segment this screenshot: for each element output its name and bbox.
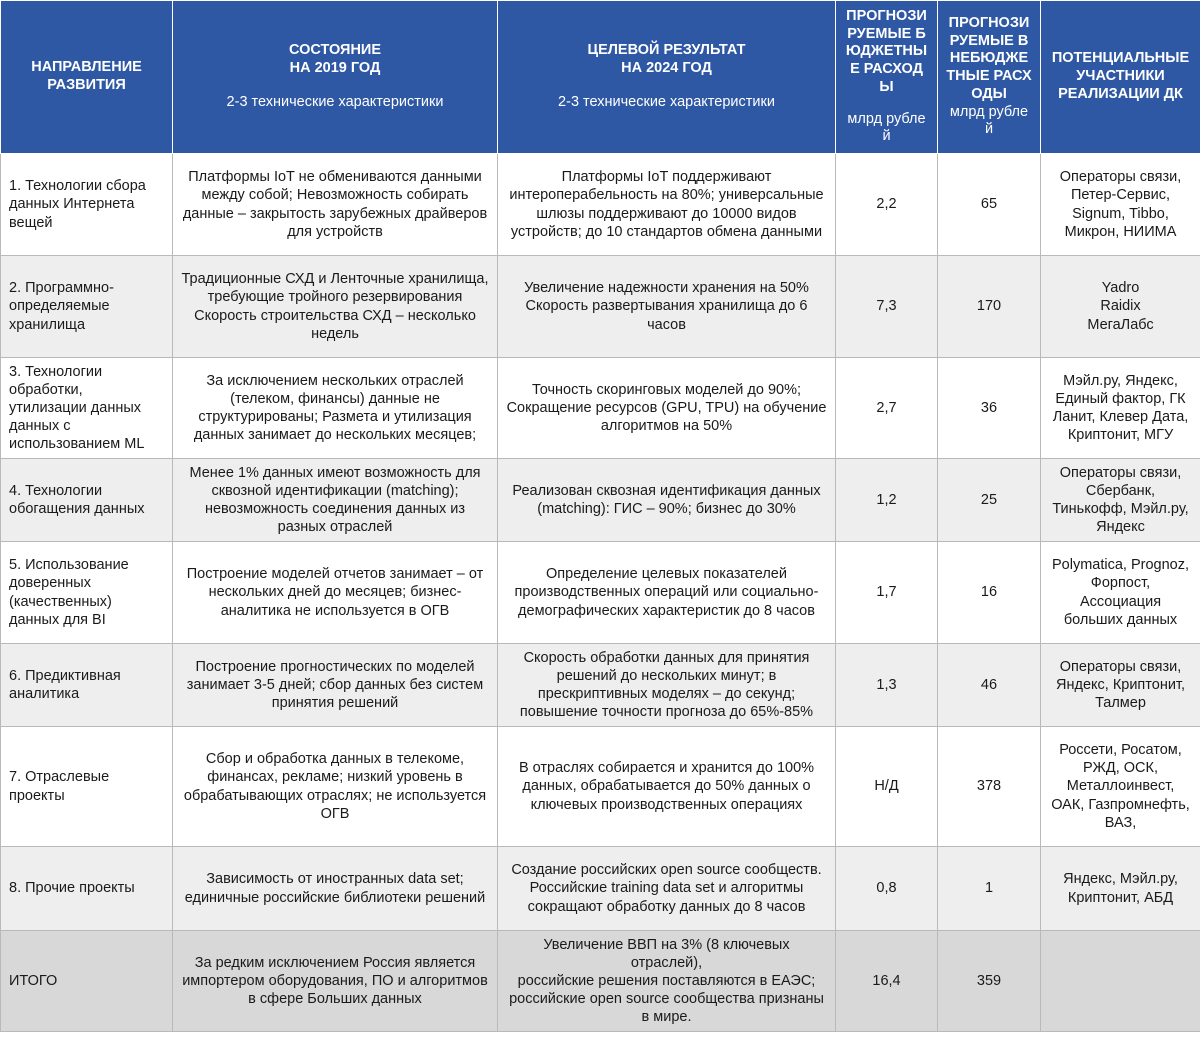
budget-cell: 2,7	[836, 358, 938, 459]
direction-cell: 2. Программно-определяемые хранилища	[1, 256, 173, 358]
offbudget-cell: 65	[938, 154, 1041, 256]
table-row	[1, 542, 1200, 644]
direction-cell: 8. Прочие проекты	[1, 847, 173, 931]
total-label-cell: ИТОГО	[1, 931, 173, 1032]
participants-cell: Россети, Росатом, РЖД, ОСК, Металлоинвест, ОАК, Газпромнефть, ВАЗ,	[1041, 727, 1200, 847]
header-row	[1, 1, 1200, 154]
state-cell: Построение моделей отчетов занимает – от нескольких дней до месяцев; бизнес-аналитика не используется в ОГВ	[173, 542, 498, 644]
direction-cell: 3. Технологии обработки, утилизации данных данных с использованием ML	[1, 358, 173, 459]
total-row	[1, 931, 1200, 1032]
target-cell: Точность скоринговых моделей до 90%; Сокращение ресурсов (GPU, TPU) на обучение алгоритмов на 50%	[498, 358, 836, 459]
table-row	[1, 256, 1200, 358]
state-cell: Зависимость от иностранных data set; единичные российские библиотеки решений	[173, 847, 498, 931]
direction-cell: 1. Технологии сбора данных Интернета вещей	[1, 154, 173, 256]
budget-cell: Н/Д	[836, 727, 938, 847]
header-participants	[1041, 1, 1200, 154]
header-budget	[836, 1, 938, 154]
header-state-subtitle: 2-3 технические характеристики	[226, 93, 444, 110]
table-row	[1, 358, 1200, 459]
participants-cell: Polymatica, Prognoz, Форпост, Ассоциация больших данных	[1041, 542, 1200, 644]
header-budget-title: ПРОГНОЗИРУЕМЫЕ БЮДЖЕТНЫЕ РАСХОДЫ	[845, 8, 928, 95]
total-budget-cell: 16,4	[836, 931, 938, 1032]
total-offbudget-cell: 359	[938, 931, 1041, 1032]
header-offbudget-unit: млрд рублей	[949, 103, 1029, 138]
header-target-subtitle: 2-3 технические характеристики	[558, 93, 775, 110]
header-offbudget	[938, 1, 1041, 154]
table-row	[1, 847, 1200, 931]
budget-cell: 1,3	[836, 644, 938, 727]
target-cell: Увеличение надежности хранения на 50% Скорость развертывания хранилища до 6 часов	[498, 256, 836, 358]
offbudget-cell: 1	[938, 847, 1041, 931]
table-row	[1, 644, 1200, 727]
participants-cell: Мэйл.ру, Яндекс, Единый фактор, ГК Ланит, Клевер Дата, Криптонит, МГУ	[1041, 358, 1200, 459]
header-target	[498, 1, 836, 154]
offbudget-cell: 170	[938, 256, 1041, 358]
header-state-title-2: НА 2019 ГОД	[289, 60, 381, 77]
target-cell: Создание российских open source сообществ. Российские training data set и алгоритмы сокращают обработку данных до 8 часов	[498, 847, 836, 931]
offbudget-cell: 46	[938, 644, 1041, 727]
table-row	[1, 154, 1200, 256]
header-budget-unit: млрд рублей	[847, 110, 926, 145]
header-participants-title: ПОТЕНЦИАЛЬНЫЕ УЧАСТНИКИ РЕАЛИЗАЦИИ ДК	[1051, 50, 1190, 102]
offbudget-cell: 25	[938, 459, 1041, 542]
direction-cell: 4. Технологии обогащения данных	[1, 459, 173, 542]
header-direction	[1, 1, 173, 154]
participants-cell: Операторы связи, Сбербанк, Тинькофф, Мэйл.ру, Яндекс	[1041, 459, 1200, 542]
offbudget-cell: 36	[938, 358, 1041, 459]
participants-cell: Операторы связи, Яндекс, Криптонит, Талмер	[1041, 644, 1200, 727]
target-cell: Платформы IoT поддерживают интероперабельность на 80%; универсальные шлюзы поддерживают до 10000 видов устройств; до 10 стандартов обмена данными	[498, 154, 836, 256]
target-cell: Скорость обработки данных для принятия решений до нескольких минут; в прескриптивных моделях – до секунд; повышение точности прогноза до 65%-85%	[498, 644, 836, 727]
budget-cell: 0,8	[836, 847, 938, 931]
participants-cell: Операторы связи, Петер-Сервис, Signum, Tibbo, Микрон, НИИМА	[1041, 154, 1200, 256]
state-cell: Сбор и обработка данных в телекоме, финансах, рекламе; низкий уровень в обрабатывающих отраслях; не используется ОГВ	[173, 727, 498, 847]
target-cell: Определение целевых показателей производственных операций или социально-демографических характеристик до 8 часов	[498, 542, 836, 644]
offbudget-cell: 378	[938, 727, 1041, 847]
direction-cell: 6. Предиктивная аналитика	[1, 644, 173, 727]
header-direction-title: НАПРАВЛЕНИЕ РАЗВИТИЯ	[31, 59, 142, 93]
state-cell: Построение прогностических по моделей занимает 3-5 дней; сбор данных без систем принятия решений	[173, 644, 498, 727]
target-cell: В отраслях собирается и хранится до 100% данных, обрабатывается до 50% данных о ключевых производственных операциях	[498, 727, 836, 847]
state-cell: За исключением нескольких отраслей (телеком, финансы) данные не структурированы; Размета и утилизация данных занимает до нескольких месяцев;	[173, 358, 498, 459]
state-cell: Платформы IoT не обмениваются данными между собой; Невозможность собирать данные – закрытость зарубежных драйверов для устройств	[173, 154, 498, 256]
header-target-title-2: НА 2024 ГОД	[621, 60, 712, 77]
direction-cell: 5. Использование доверенных (качественных) данных для BI	[1, 542, 173, 644]
total-participants-cell	[1041, 931, 1200, 1032]
header-state-title-1: СОСТОЯНИЕ	[288, 42, 382, 59]
budget-cell: 1,2	[836, 459, 938, 542]
state-cell: Традиционные СХД и Ленточные хранилища, требующие тройного резервирования Скорость строительства СХД – несколько недель	[173, 256, 498, 358]
budget-cell: 7,3	[836, 256, 938, 358]
table-row	[1, 727, 1200, 847]
budget-cell: 1,7	[836, 542, 938, 644]
direction-cell: 7. Отраслевые проекты	[1, 727, 173, 847]
target-cell: Реализован сквозная идентификация данных (matching): ГИС – 90%; бизнес до 30%	[498, 459, 836, 542]
state-cell: Менее 1% данных имеют возможность для сквозной идентификации (matching); невозможность соединения данных из разных отраслей	[173, 459, 498, 542]
header-state	[173, 1, 498, 154]
total-target-cell: Увеличение ВВП на 3% (8 ключевых отраслей), российские решения поставляются в ЕАЭС; российские open source сообщества признаны в мире.	[498, 931, 836, 1032]
budget-cell: 2,2	[836, 154, 938, 256]
participants-cell: Yadro Raidix МегаЛабс	[1041, 256, 1200, 358]
participants-cell: Яндекс, Мэйл.ру, Криптонит, АБД	[1041, 847, 1200, 931]
header-offbudget-title: ПРОГНОЗИРУЕМЫЕ ВНЕБЮДЖЕТНЫЕ РАСХОДЫ	[946, 15, 1032, 102]
total-state-cell: За редким исключением Россия является импортером оборудования, ПО и алгоритмов в сфере Больших данных	[173, 931, 498, 1032]
table-row	[1, 459, 1200, 542]
offbudget-cell: 16	[938, 542, 1041, 644]
header-target-title-1: ЦЕЛЕВОЙ РЕЗУЛЬТАТ	[587, 42, 746, 59]
